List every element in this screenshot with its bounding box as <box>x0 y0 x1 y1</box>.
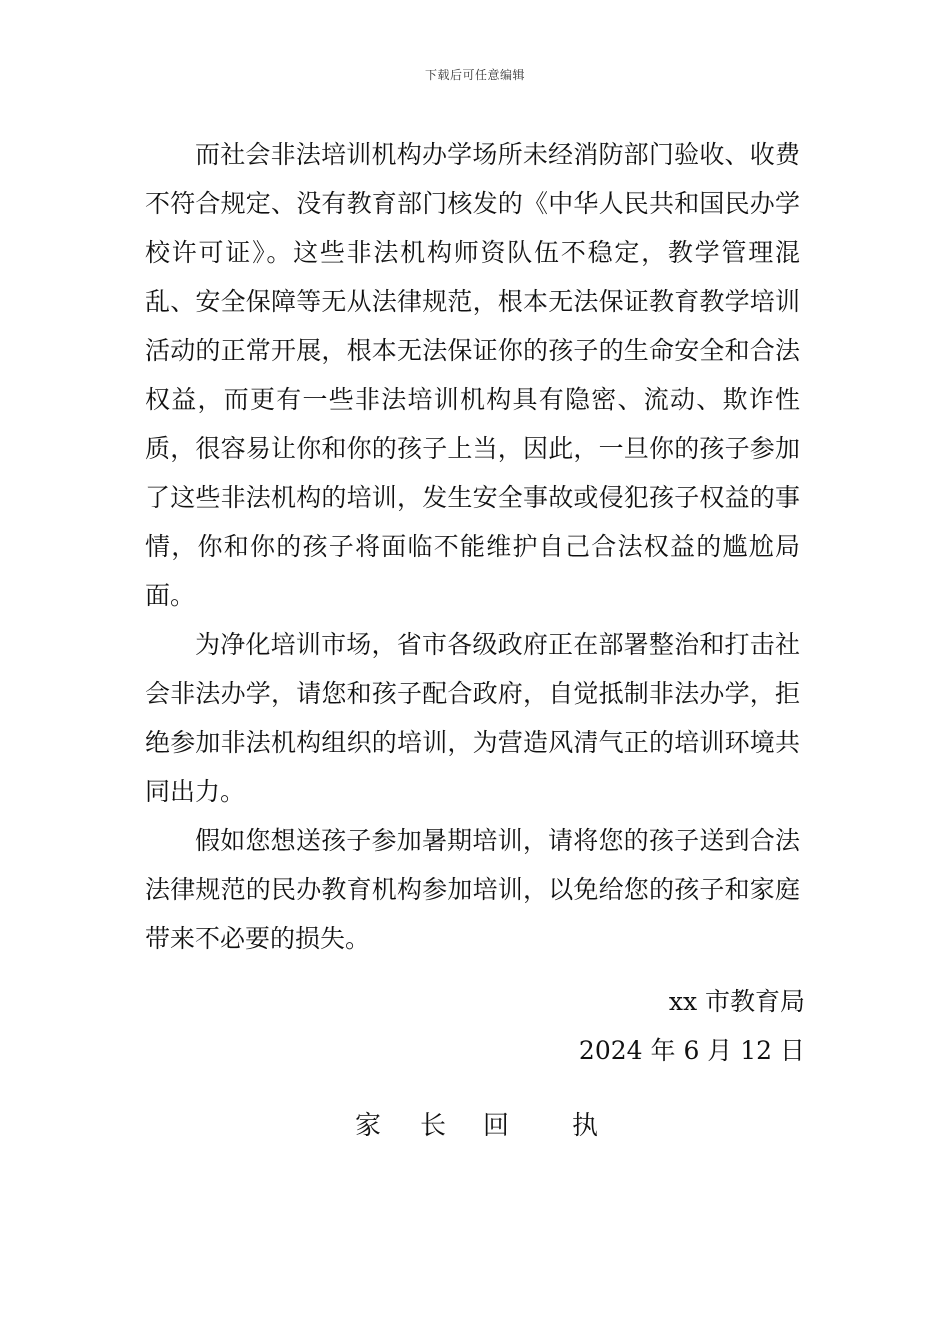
reply-title-char: 回 <box>483 1111 510 1141</box>
reply-title-char: 执 <box>572 1111 599 1141</box>
signature-date: 2024 年 6 月 12 日 <box>578 1036 805 1065</box>
letter-body <box>145 130 800 963</box>
signature-organization: xx 市教育局 <box>668 987 805 1016</box>
reply-title-char: 长 <box>420 1111 447 1141</box>
header-note: 下载后可任意编辑 <box>424 68 525 82</box>
paragraph-market-regulation: 为净化培训市场，省市各级政府正在部署整治和打击社会非法办学，请您和孩子配合政府，自觉抵制非法办学，拒绝参加非法机构组织的培训，为营造风清气正的培训环境共同出力。 <box>145 630 800 806</box>
reply-title-char: 家 <box>355 1111 382 1141</box>
paragraph-advice: 假如您想送孩子参加暑期培训，请将您的孩子送到合法法律规范的民办教育机构参加培训，以免给您的孩子和家庭带来不必要的损失。 <box>145 826 800 953</box>
paragraph-illegal-institutions: 而社会非法培训机构办学场所未经消防部门验收、收费不符合规定、没有教育部门核发的《中华人民共和国民办学校许可证》。这些非法机构师资队伍不稳定，教学管理混乱、安全保障等无从法律规范，根本无法保证教育教学培训活动的正常开展，根本无法保证你的孩子的生命安全和合法权益，而更有一些非法培训机构具有隐密、流动、欺诈性质，很容易让你和你的孩子上当，因此，一旦你的孩子参加了这些非法机构的培训，发生安全事故或侵犯孩子权益的事情，你和你的孩子将面临不能维护自己合法权益的尴尬局面。 <box>145 140 800 610</box>
